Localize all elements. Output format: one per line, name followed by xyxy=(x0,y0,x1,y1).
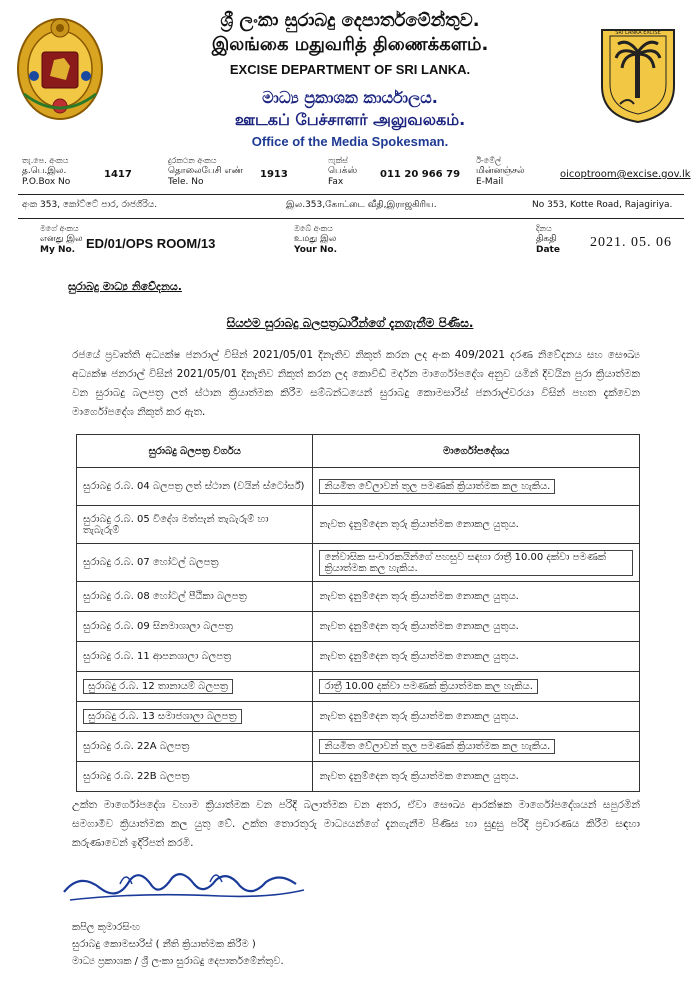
guideline-cell: නැවත දැනුම්දෙන තුරු ක්‍රියාත්මක නොකල යුතුය. xyxy=(313,582,640,612)
tele-label-en: Tele. No xyxy=(168,177,204,187)
license-type-cell: සුරාබදු ර.බ. 13 සමාජශාලා බලපත්‍ර xyxy=(77,702,313,732)
title-sinhala: ශ්‍රී ලංකා සුරාබදු දෙපාර්තමේන්තුව. xyxy=(220,10,480,31)
guideline-cell: නියමිත වේලාවන් තුල පමණක් ක්‍රියාත්මක කල හැකිය. xyxy=(313,468,640,506)
table-row xyxy=(77,544,640,582)
date-label-si: දිනය xyxy=(536,224,552,233)
signatory-title: සුරාබදු කොමසාරිස් ( නීති ක්‍රියාත්මක කිරීම ) xyxy=(72,939,256,950)
tele-label-ta: தொலைபேசி எண் xyxy=(168,166,244,176)
tele-value: 1913 xyxy=(260,169,288,180)
guideline-cell: රාත්‍රී 10.00 දක්වා පමණක් ක්‍රියාත්මක කල හැකිය. xyxy=(313,672,640,702)
my-no-label-si: මගේ අංකය xyxy=(40,224,79,233)
license-type-cell: සුරාබදු ර.බ. 07 හෝටල් බලපත්‍ර xyxy=(77,544,313,582)
date-label-en: Date xyxy=(536,245,560,255)
table-row xyxy=(77,672,640,702)
notice-heading: සුරාබදු මාධ්‍ය නිවේදනය. xyxy=(68,280,182,293)
table-row xyxy=(77,762,640,792)
license-type-cell: සුරාබදු ර.බ. 11 ආපනශාලා බලපත්‍ර xyxy=(77,642,313,672)
license-guideline-table xyxy=(76,434,640,792)
email-block xyxy=(476,156,556,188)
table-row xyxy=(77,702,640,732)
pobox-label-en: P.O.Box No xyxy=(22,177,71,187)
sri-lanka-emblem-icon xyxy=(14,14,106,124)
closing-paragraph: උක්ත මාර්ගෝපදේශ වහාම ක්‍රියාත්මක වන පරිදි බලාත්මක වන අතර, ඒවා සෞඛ්‍ය ආරක්ෂක මාර්ගෝපදේශයන් සපුරමින් සමගාමීව ක්‍රියාත්මක කල යුතු වේ. උක්ත තොරතුරු මාධ්‍යයන්ගේ දැනගැනීම පිණිස හා සුදුසු පරිදි ප්‍රචාරණය කිරීම සඳහා කරුණාවෙන් ඉදිරිපත් කරමි. xyxy=(72,799,640,849)
license-type-cell: සුරාබදු ර.බ. 22B බලපත්‍ර xyxy=(77,762,313,792)
date-block xyxy=(536,224,586,256)
fax-label-si: ෆැක්ස් xyxy=(328,156,348,165)
header-rule xyxy=(18,194,684,195)
your-no-label-en: Your No. xyxy=(294,245,337,255)
guideline-cell: නැවත දැනුම්දෙන තුරු ක්‍රියාත්මක නොකල යුතුය. xyxy=(313,702,640,732)
your-no-label-si: ඔබේ අංකය xyxy=(294,224,333,233)
title-english: EXCISE DEPARTMENT OF SRI LANKA. xyxy=(229,62,471,77)
seal-lettering: SRI LANKA EXCISE xyxy=(615,30,661,36)
your-no-label-ta: உமது இல xyxy=(294,234,337,244)
license-type-cell: සුරාබදු ර.බ. 22A බලපත්‍ර xyxy=(77,732,313,762)
my-no-label-ta: எனது இல xyxy=(40,234,83,244)
header-license-type: සුරාබදු බලපත්‍ර වර්ගය xyxy=(77,435,313,468)
excise-seal-icon xyxy=(598,24,678,124)
pobox-value: 1417 xyxy=(104,169,132,180)
address-sinhala: අංක 353, කෝට්ටේ පාර, රාජගිරිය. xyxy=(22,200,158,210)
pobox-label-si: තැ.පෙ. අංකය xyxy=(22,156,69,165)
office-english: Office of the Media Spokesman. xyxy=(251,134,449,149)
guideline-cell: නේවාසික සංචාරකයින්ගේ පහසුව සඳහා රාත්‍රී 10.00 දක්වා පමණක් ක්‍රියාත්මක කල හැකිය. xyxy=(313,544,640,582)
my-no-label-en: My No. xyxy=(40,245,76,255)
pobox-label-ta: த.பெ.இல. xyxy=(22,166,67,176)
email-label-en: E-Mail xyxy=(476,177,504,187)
table-row xyxy=(77,506,640,544)
guideline-cell: නැවත දැනුම්දෙන තුරු ක්‍රියාත්මක නොකල යුතුය. xyxy=(313,762,640,792)
address-tamil: இல.353,கோட்டை வீதி,இராஜகிரிய. xyxy=(286,200,437,210)
header-guideline: මාර්ගෝපදේශය xyxy=(313,435,640,468)
date-value: 2021. 05. 06 xyxy=(590,235,672,250)
table-row xyxy=(77,642,640,672)
table-header-row xyxy=(77,435,640,468)
fax-label-en: Fax xyxy=(328,177,344,187)
guideline-cell: නැවත දැනුම්දෙන තුරු ක්‍රියාත්මක නොකල යුතුය. xyxy=(313,612,640,642)
license-type-cell: සුරාබදු ර.බ. 08 හෝටල් පීඨිකා බලපත්‍ර xyxy=(77,582,313,612)
fax-label-ta: பெக்ஸ் xyxy=(328,166,358,176)
signatory-name: කපිල කුමාරසිංහ xyxy=(72,922,140,933)
license-type-cell: සුරාබදු ර.බ. 05 විදේශ මත්පැන් තැබැරුම් හා තැබැරුම් xyxy=(77,506,313,544)
license-type-cell: සුරාබදු ර.බ. 12 තානායම් බලපත්‍ර xyxy=(77,672,313,702)
license-type-cell: සුරාබදු ර.බ. 09 සිනමාශාලා බලපත්‍ර xyxy=(77,612,313,642)
address-rule xyxy=(18,218,684,219)
email-label-ta: மின்னஞ்சல் xyxy=(476,166,525,176)
title-tamil: இலங்கை மதுவரித் திணைக்களம். xyxy=(211,34,489,55)
table-row xyxy=(77,468,640,506)
table-row xyxy=(77,612,640,642)
license-type-cell: සුරාබදු ර.බ. 04 බලපත්‍ර ලත් ස්ථාන (වයින් ස්ටෝර්ස්) xyxy=(77,468,313,506)
guideline-cell: නියමිත වේලාවන් තුල පමණක් ක්‍රියාත්මක කල හැකිය. xyxy=(313,732,640,762)
email-label-si: ඊ-මේල් xyxy=(476,156,502,165)
table-row xyxy=(77,732,640,762)
guideline-cell: නැවත දැනුම්දෙන තුරු ක්‍රියාත්මක නොකල යුතුය. xyxy=(313,642,640,672)
date-label-ta: திகதி xyxy=(536,234,557,244)
notice-subject: සියළුම සුරාබදු බලපත්‍රධාරීන්ගේ දැනගැනීම පිණිස. xyxy=(226,316,474,330)
signatory-role: මාධ්‍ය ප්‍රකාශක / ශ්‍රී ලංකා සුරාබදු දෙපාර්තමේන්තුව. xyxy=(72,956,284,967)
fax-value: 011 20 966 79 xyxy=(380,169,461,180)
office-sinhala: මාධ්‍ය ප්‍රකාශක කාර්යාලය. xyxy=(262,88,438,107)
my-no-value: ED/01/OPS ROOM/13 xyxy=(86,236,216,251)
your-no-block xyxy=(294,224,354,256)
address-english: No 353, Kotte Road, Rajagiriya. xyxy=(532,200,673,210)
table-row xyxy=(77,582,640,612)
guideline-cell: නැවත දැනුම්දෙන තුරු ක්‍රියාත්මක නොකල යුතුය. xyxy=(313,506,640,544)
office-tamil: ஊடகப் பேச்சாளர் அலுவலகம். xyxy=(234,110,466,129)
tele-block xyxy=(168,156,268,188)
tele-label-si: දුරකථන අංකය xyxy=(168,156,217,165)
handwritten-signature xyxy=(60,862,310,912)
notice-paragraph: රජයේ ප්‍රවෘත්ති අධ්‍යක්ෂ ජනරාල් විසින් 2021/05/01 දිනැතිව නිකුත් කරන ලද අංක 409/2021 දරණ නිවේදනය සහ සෞඛ්‍ය අධ්‍යක්ෂ ජනරාල් විසින් 2021/05/01 දිනැතිව නිකුත් කරන ලද කොවිඩ් මර්දන මාර්ගෝපදේශ අනුව යමින් දිවයින පුරා ක්‍රියාත්මක වන සුරාබදු බලපත්‍ර ලත් ස්ථාන ක්‍රියාත්මක කිරීම සම්බන්ධයෙන් සුරාබදු කොමසාරිස් ජනරාල්වරයා විසින් පහත දැක්වෙන මාර්ගෝපදේශ නිකුත් කර ඇත. xyxy=(72,349,640,418)
email-link[interactable]: oicoptroom@excise.gov.lk xyxy=(560,169,691,180)
